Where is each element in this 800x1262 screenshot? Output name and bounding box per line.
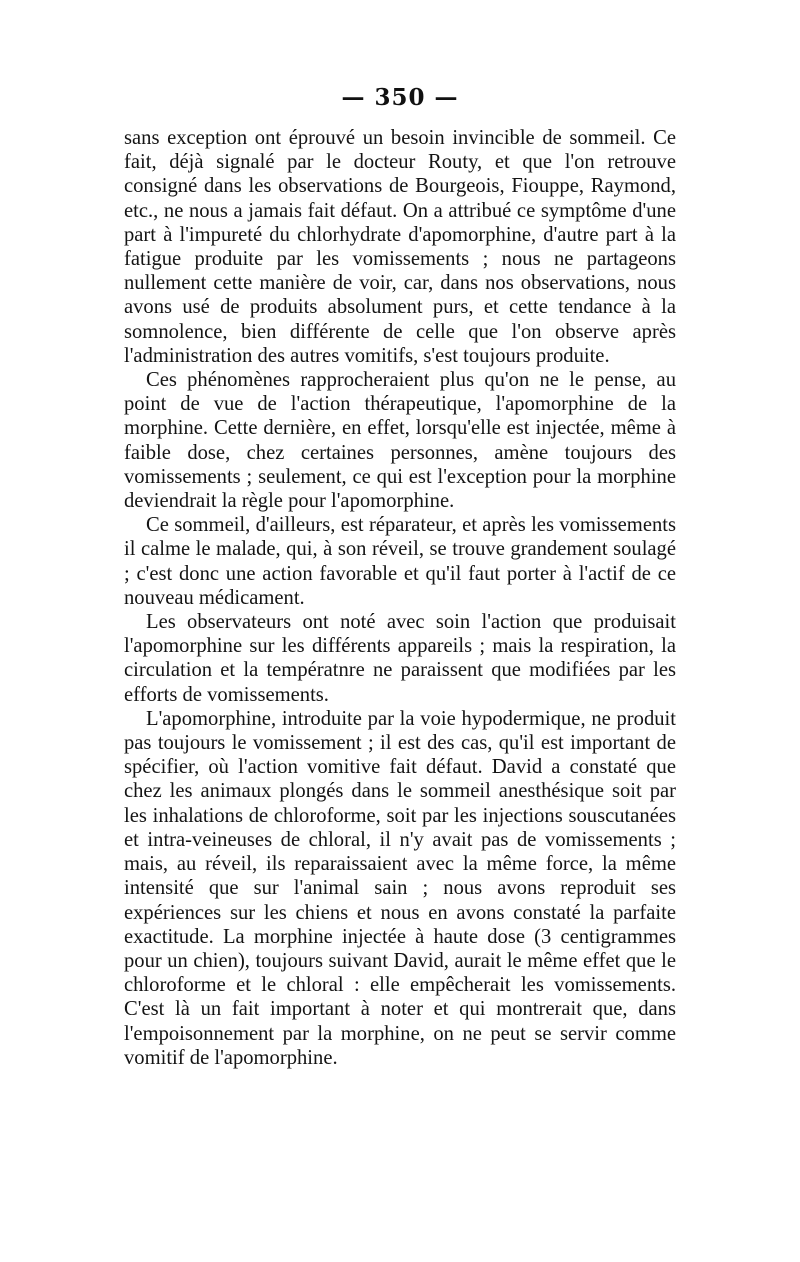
paragraph-1: sans exception ont éprouvé un besoin invincible de sommeil. Ce fait, déjà signalé par le docteur Routy, et que l'on retrouve consigné dans les observations de Bourgeois, Fiouppe, Raymond, etc., ne nous a jamais fait défaut. On a attribué ce symptôme d'une part à l'impureté du chlorhydrate d'apomorphine, d'autre part à la fatigue produite par les vomissements ; nous ne partageons nullement cette manière de voir, car, dans nos observations, nous avons usé de produits absolument purs, et cette tendance à la somnolence, bien différente de celle que l'on observe après l'administration des autres vomitifs, s'est toujours produite. xyxy=(124,127,676,367)
paragraph-3: Ce sommeil, d'ailleurs, est réparateur, et après les vomissements il calme le malade, qui, à son réveil, se trouve grandement soulagé ; c'est donc une action favorable et qu'il faut porter à l'actif de ce nouveau médicament. xyxy=(124,514,676,609)
body-text xyxy=(124,126,676,1070)
page-number: — 350 — xyxy=(341,84,459,111)
paragraph-2: Ces phénomènes rapprocheraient plus qu'on ne le pense, au point de vue de l'action thérapeutique, l'apomorphine de la morphine. Cette dernière, en effet, lorsqu'elle est injectée, même à faible dose, chez certaines personnes, amène toujours des vomissements ; seulement, ce qui est l'exception pour la morphine deviendrait la règle pour l'apomorphine. xyxy=(124,369,676,513)
paragraph-5: L'apomorphine, introduite par la voie hypodermique, ne produit pas toujours le vomissement ; il est des cas, qu'il est important de spécifier, où l'action vomitive fait défaut. David a constaté que chez les animaux plongés dans le sommeil anesthésique soit par les inhalations de chloroforme, soit par les injections souscutanées et intra-veineuses de chloral, il n'y avait pas de vomissements ; mais, au réveil, ils reparaissaient avec la même force, la même intensité que sur l'animal sain ; nous avons reproduit ses expériences sur les chiens et nous en avons constaté la parfaite exactitude. La morphine injectée à haute dose (3 centigrammes pour un chien), toujours suivant David, aurait le même effet que le chloroforme et le chloral : elle empêcherait les vomissements. C'est là un fait important à noter et qui montrerait que, dans l'empoisonnement par la morphine, on ne peut se servir comme vomitif de l'apomorphine. xyxy=(124,707,676,1069)
paragraph-4: Les observateurs ont noté avec soin l'action que produisait l'apomorphine sur les différents appareils ; mais la respiration, la circulation et la températnre ne paraissent que modifiées par les efforts de vomissements. xyxy=(124,611,676,706)
